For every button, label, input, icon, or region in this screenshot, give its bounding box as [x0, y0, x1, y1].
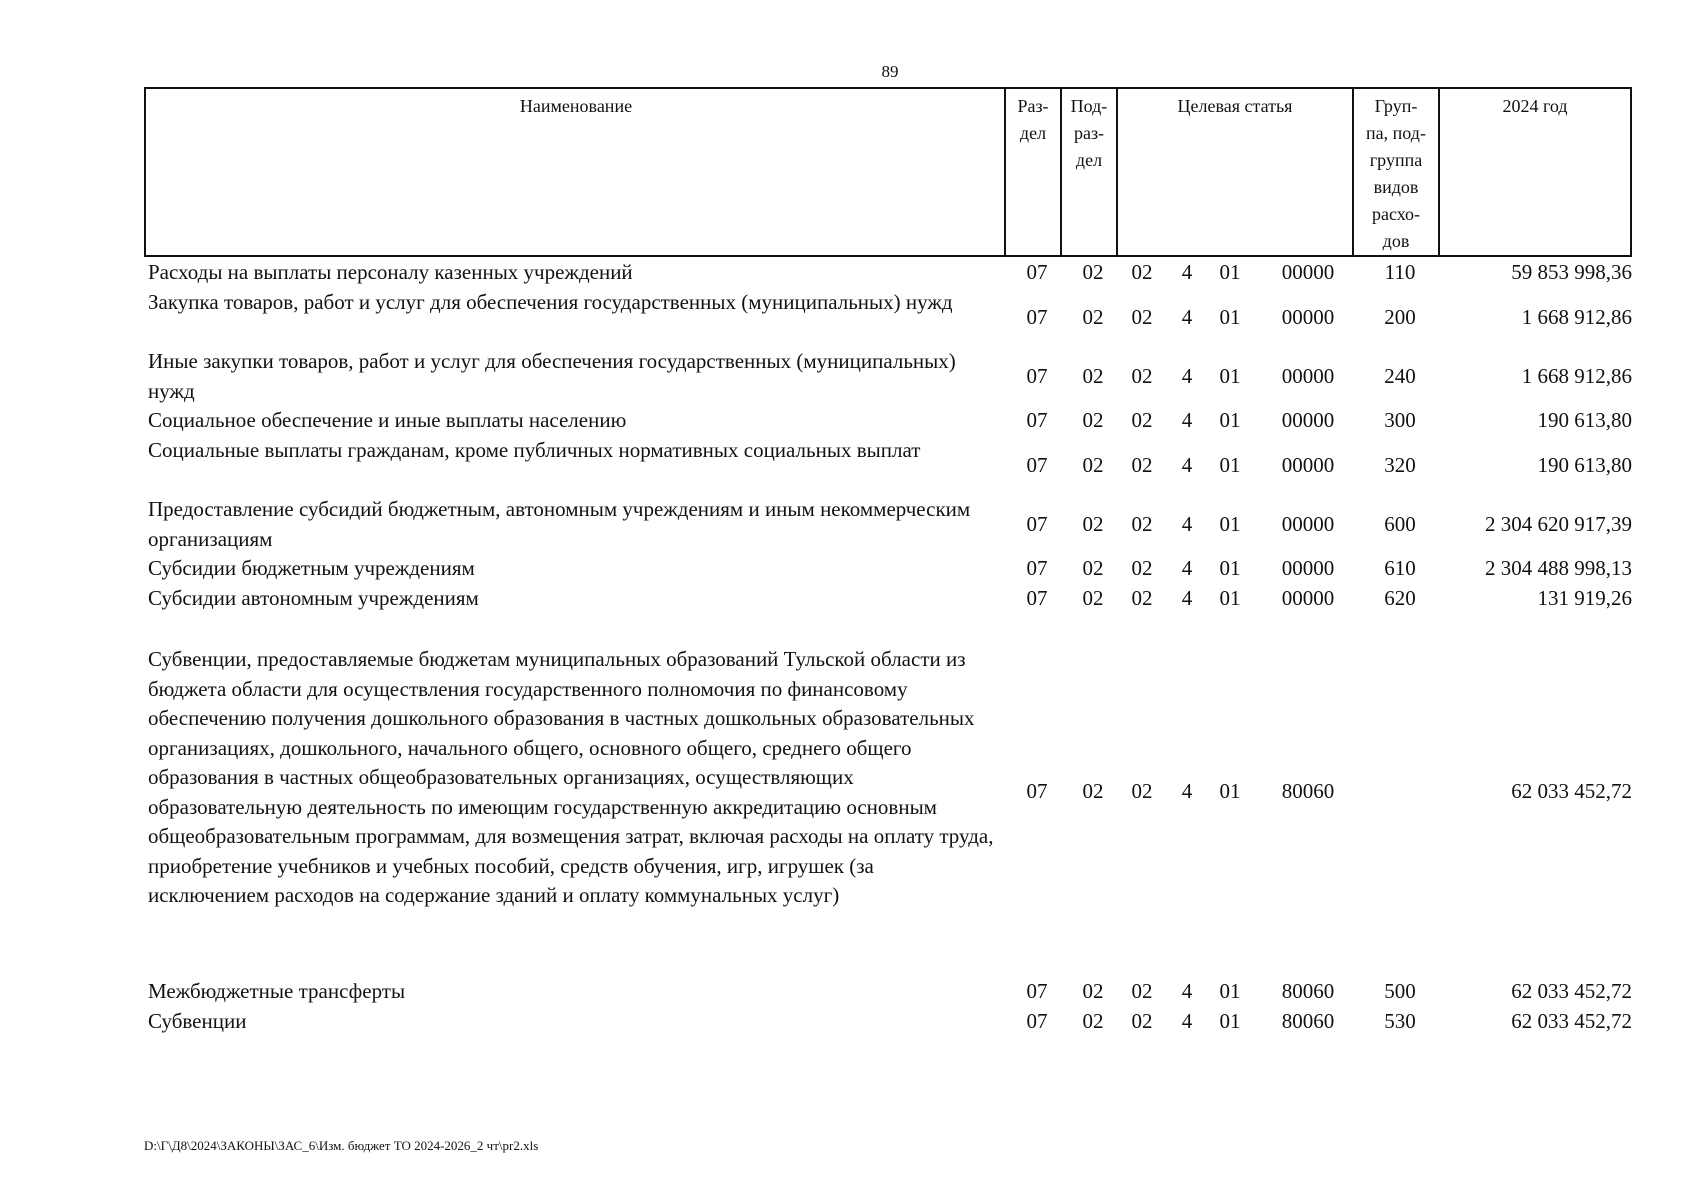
row-amount: 2 304 620 917,39: [1485, 512, 1632, 536]
row-podrazdel: 02: [1082, 979, 1104, 1003]
row-cs-type: 4: [1181, 408, 1193, 432]
row-vr: 240: [1384, 364, 1416, 388]
row-amount: 62 033 452,72: [1511, 979, 1632, 1003]
table-row: [148, 645, 1632, 975]
row-podrazdel: 02: [1082, 305, 1104, 329]
row-cs-sub: 01: [1219, 1009, 1241, 1033]
row-cs-sub: 01: [1219, 512, 1241, 536]
row-cs-sub: 01: [1219, 305, 1241, 329]
row-podrazdel: 02: [1082, 260, 1104, 284]
header-gruppa: Груп- па, под- группа видов расхо- дов: [1366, 96, 1426, 251]
row-cs-type: 4: [1181, 779, 1193, 803]
row-vr: 610: [1384, 556, 1416, 580]
row-amount: 62 033 452,72: [1511, 779, 1632, 803]
row-razdel: 07: [1026, 453, 1048, 477]
row-cs-code: 00000: [1281, 408, 1335, 432]
row-name: Социальные выплаты гражданам, кроме публичных нормативных социальных выплат: [148, 438, 921, 462]
row-cs-type: 4: [1181, 305, 1193, 329]
row-amount: 62 033 452,72: [1511, 1009, 1632, 1033]
row-vr: 500: [1384, 979, 1416, 1003]
header-year: 2024 год: [1502, 96, 1568, 116]
row-cs-code: 00000: [1281, 586, 1335, 610]
table-row: [148, 347, 1632, 406]
row-cs-sub: 01: [1219, 364, 1241, 388]
row-razdel: 07: [1026, 556, 1048, 580]
table-row: [148, 258, 1632, 288]
row-cs-type: 4: [1181, 979, 1193, 1003]
row-amount: 59 853 998,36: [1511, 260, 1632, 284]
row-cs-type: 4: [1181, 556, 1193, 580]
row-podrazdel: 02: [1082, 453, 1104, 477]
table-row: [148, 406, 1632, 436]
row-vr: 300: [1384, 408, 1416, 432]
row-cs-type: 4: [1181, 586, 1193, 610]
row-cs-type: 4: [1181, 364, 1193, 388]
page-number: 89: [881, 62, 899, 81]
row-cs-code: 80060: [1281, 779, 1335, 803]
row-podrazdel: 02: [1082, 408, 1104, 432]
header-razdel: Раз- дел: [1017, 96, 1049, 143]
row-razdel: 07: [1026, 779, 1048, 803]
table-header: [144, 87, 1632, 257]
header-podrazdel: Под- раз- дел: [1070, 96, 1108, 170]
row-razdel: 07: [1026, 1009, 1048, 1033]
row-razdel: 07: [1026, 305, 1048, 329]
row-vr: 110: [1384, 260, 1416, 284]
row-cs-sub: 01: [1219, 453, 1241, 477]
row-podrazdel: 02: [1082, 364, 1104, 388]
row-cs-program: 02: [1131, 512, 1153, 536]
row-cs-sub: 01: [1219, 260, 1241, 284]
row-cs-type: 4: [1181, 1009, 1193, 1033]
row-name: Субсидии бюджетным учреждениям: [148, 556, 475, 580]
row-cs-sub: 01: [1219, 586, 1241, 610]
row-cs-code: 00000: [1281, 512, 1335, 536]
table-row: [148, 495, 1632, 554]
row-cs-program: 02: [1131, 979, 1153, 1003]
row-cs-type: 4: [1181, 512, 1193, 536]
row-name: Субсидии автономным учреждениям: [148, 586, 479, 610]
row-cs-type: 4: [1181, 260, 1193, 284]
row-cs-code: 80060: [1281, 979, 1335, 1003]
row-name: Межбюджетные трансферты: [148, 979, 406, 1003]
row-cs-program: 02: [1131, 305, 1153, 329]
table-row: [148, 554, 1632, 584]
row-podrazdel: 02: [1082, 512, 1104, 536]
row-podrazdel: 02: [1082, 556, 1104, 580]
row-cs-sub: 01: [1219, 556, 1241, 580]
row-name: Субвенции, предоставляемые бюджетам муниципальных образований Тульской области из бюджета области для осуществления государственного полномочия по финансовому обеспечению получения дошкольного образования в частных дошкольных образовательных организациях, дошкольного, начального общего, основного общего, среднего общего образования в частных общеобразовательных организациях, осуществляющих образовательную деятельность по имеющим государственную аккредитацию основным общеобразовательным программам, для возмещения затрат, включая расходы на оплату труда, приобретение учебников и учебных пособий, средств обучения, игр, игрушек (за исключением расходов на содержание зданий и оплату коммунальных услуг): [148, 647, 994, 907]
row-cs-code: 00000: [1281, 556, 1335, 580]
row-razdel: 07: [1026, 364, 1048, 388]
row-name: Субвенции: [148, 1009, 247, 1033]
row-cs-type: 4: [1181, 453, 1193, 477]
row-name: Иные закупки товаров, работ и услуг для обеспечения государственных (муниципальных) нужд: [148, 349, 956, 403]
row-cs-program: 02: [1131, 556, 1153, 580]
table-row: [148, 436, 1632, 495]
row-razdel: 07: [1026, 512, 1048, 536]
row-razdel: 07: [1026, 586, 1048, 610]
row-razdel: 07: [1026, 408, 1048, 432]
row-cs-sub: 01: [1219, 779, 1241, 803]
row-podrazdel: 02: [1082, 779, 1104, 803]
row-amount: 131 919,26: [1537, 586, 1632, 610]
row-vr: 600: [1384, 512, 1416, 536]
row-cs-code: 00000: [1281, 453, 1335, 477]
row-name: Расходы на выплаты персоналу казенных учреждений: [148, 260, 633, 284]
table-row: [148, 584, 1632, 614]
row-amount: 190 613,80: [1537, 453, 1632, 477]
row-amount: 190 613,80: [1537, 408, 1632, 432]
row-vr: 320: [1384, 453, 1416, 477]
row-name: Закупка товаров, работ и услуг для обеспечения государственных (муниципальных) нужд: [148, 290, 953, 314]
table-row: [148, 977, 1632, 1007]
row-razdel: 07: [1026, 260, 1048, 284]
row-cs-code: 80060: [1281, 1009, 1335, 1033]
row-cs-program: 02: [1131, 453, 1153, 477]
row-amount: 1 668 912,86: [1521, 305, 1632, 329]
row-cs-code: 00000: [1281, 364, 1335, 388]
row-cs-sub: 01: [1219, 979, 1241, 1003]
table-row: [148, 1007, 1632, 1037]
row-cs-program: 02: [1131, 408, 1153, 432]
row-cs-program: 02: [1131, 586, 1153, 610]
row-cs-program: 02: [1131, 260, 1153, 284]
row-razdel: 07: [1026, 979, 1048, 1003]
row-cs-program: 02: [1131, 1009, 1153, 1033]
row-vr: 530: [1384, 1009, 1416, 1033]
row-cs-code: 00000: [1281, 260, 1335, 284]
row-vr: 620: [1384, 586, 1416, 610]
row-cs-program: 02: [1131, 779, 1153, 803]
row-podrazdel: 02: [1082, 1009, 1104, 1033]
table-row: [148, 288, 1632, 347]
row-amount: 1 668 912,86: [1521, 364, 1632, 388]
row-cs-program: 02: [1131, 364, 1153, 388]
header-name: Наименование: [519, 96, 633, 116]
row-cs-sub: 01: [1219, 408, 1241, 432]
row-name: Предоставление субсидий бюджетным, автономным учреждениям и иным некоммерческим организациям: [148, 497, 971, 551]
file-path-footer: D:\Г\Д8\2024\ЗАКОНЫ\ЗАС_6\Изм. бюджет ТО 2024-2026_2 чт\pr2.xls: [144, 1138, 539, 1153]
row-amount: 2 304 488 998,13: [1485, 556, 1632, 580]
row-cs-code: 00000: [1281, 305, 1335, 329]
row-name: Социальное обеспечение и иные выплаты населению: [148, 408, 627, 432]
header-celevaya: Целевая статья: [1177, 96, 1293, 116]
row-vr: 200: [1384, 305, 1416, 329]
row-podrazdel: 02: [1082, 586, 1104, 610]
